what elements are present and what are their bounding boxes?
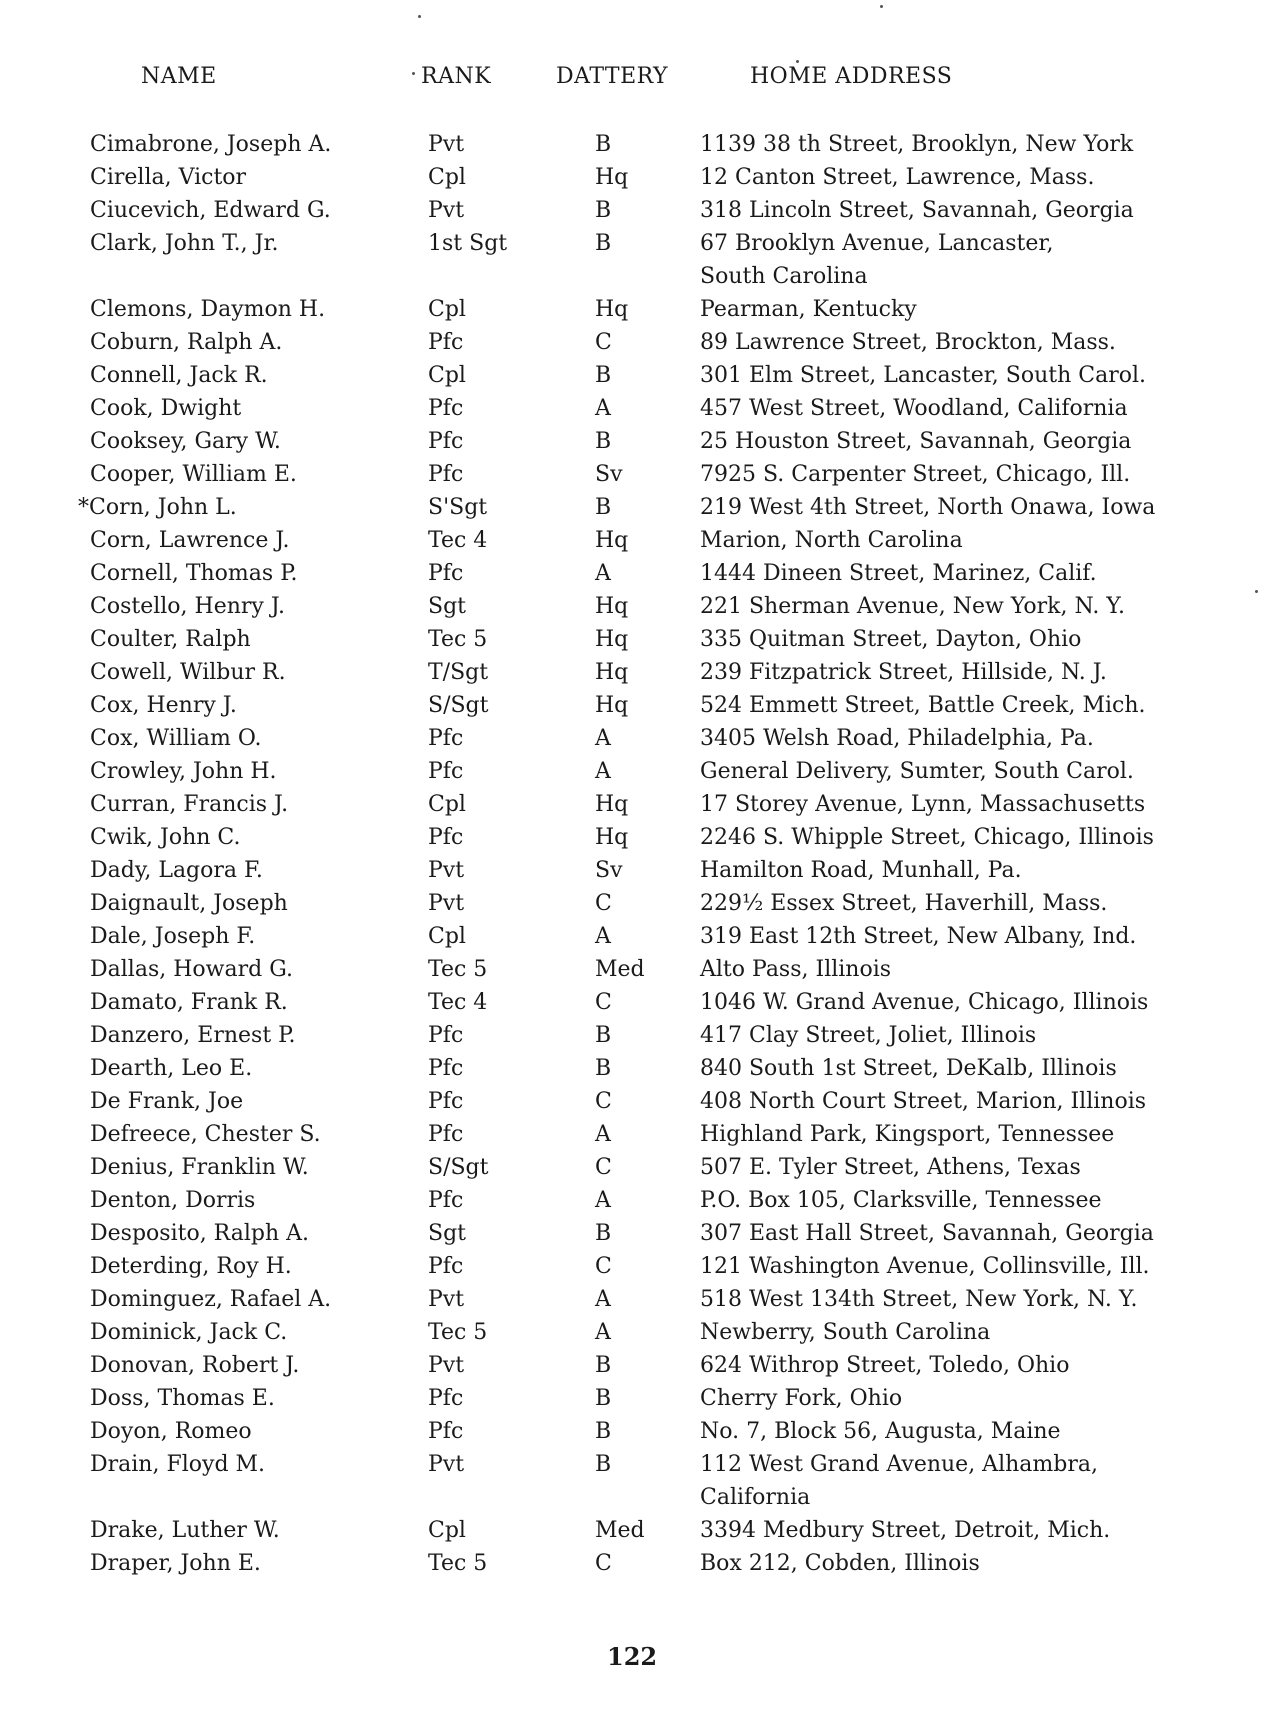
- soldier-battery: B: [595, 198, 612, 223]
- soldier-rank: Pfc: [428, 561, 464, 586]
- soldier-rank: Pfc: [428, 1254, 464, 1279]
- soldier-name: De Frank, Joe: [90, 1089, 244, 1114]
- roster-list: [0, 128, 1281, 1580]
- soldier-battery: Hq: [595, 825, 629, 850]
- soldier-home-address: [700, 1019, 1036, 1052]
- address-line-1: 417 Clay Street, Joliet, Illinois: [700, 1023, 1037, 1048]
- soldier-battery: Hq: [595, 660, 629, 685]
- soldier-name: Coulter, Ralph: [90, 627, 251, 652]
- roster-row: [0, 128, 1281, 161]
- soldier-home-address: [700, 1184, 1102, 1217]
- soldier-battery: C: [595, 1254, 612, 1279]
- soldier-battery: A: [595, 1287, 611, 1312]
- soldier-rank: Pvt: [428, 858, 465, 883]
- soldier-rank: Tec 5: [428, 1320, 488, 1345]
- soldier-home-address: [700, 392, 1128, 425]
- soldier-rank: T/Sgt: [428, 660, 489, 685]
- print-speck: [418, 15, 421, 18]
- soldier-home-address: [700, 1415, 1061, 1448]
- address-line-1: 624 Withrop Street, Toledo, Ohio: [700, 1353, 1070, 1378]
- soldier-rank: Pfc: [428, 726, 464, 751]
- soldier-name: Clark, John T., Jr.: [90, 231, 279, 256]
- soldier-home-address: [700, 656, 1107, 689]
- soldier-battery: C: [595, 1089, 612, 1114]
- address-line-1: Box 212, Cobden, Illinois: [700, 1551, 980, 1576]
- soldier-battery: C: [595, 330, 612, 355]
- soldier-name: Dearth, Leo E.: [90, 1056, 253, 1081]
- soldier-battery: C: [595, 1551, 612, 1576]
- soldier-rank: Tec 5: [428, 1551, 488, 1576]
- soldier-name: Denton, Dorris: [90, 1188, 256, 1213]
- soldier-battery: Hq: [595, 528, 629, 553]
- print-speck: [412, 72, 415, 75]
- roster-row: [0, 1514, 1281, 1547]
- roster-row: [0, 1547, 1281, 1580]
- soldier-battery: B: [595, 1419, 612, 1444]
- soldier-battery: A: [595, 561, 611, 586]
- soldier-home-address: [700, 953, 891, 986]
- address-line-1: General Delivery, Sumter, South Carol.: [700, 759, 1134, 784]
- soldier-battery: B: [595, 429, 612, 454]
- soldier-home-address: [700, 689, 1146, 722]
- soldier-battery: Sv: [595, 858, 623, 883]
- soldier-home-address: [700, 623, 1081, 656]
- soldier-rank: Pfc: [428, 1122, 464, 1147]
- soldier-home-address: [700, 920, 1136, 953]
- address-line-1: 408 North Court Street, Marion, Illinois: [700, 1089, 1147, 1114]
- soldier-name: Danzero, Ernest P.: [90, 1023, 296, 1048]
- soldier-battery: B: [595, 1353, 612, 1378]
- soldier-name: Desposito, Ralph A.: [90, 1221, 310, 1246]
- roster-row: [0, 1415, 1281, 1448]
- roster-row: [0, 755, 1281, 788]
- soldier-name: *Corn, John L.: [78, 495, 237, 520]
- roster-row: [0, 392, 1281, 425]
- soldier-battery: Hq: [595, 297, 629, 322]
- soldier-name: Draper, John E.: [90, 1551, 261, 1576]
- address-line-1: 319 East 12th Street, New Albany, Ind.: [700, 924, 1137, 949]
- address-line-1: 17 Storey Avenue, Lynn, Massachusetts: [700, 792, 1146, 817]
- address-line-1: 239 Fitzpatrick Street, Hillside, N. J.: [700, 660, 1107, 685]
- soldier-battery: B: [595, 231, 612, 256]
- soldier-name: Cowell, Wilbur R.: [90, 660, 286, 685]
- soldier-home-address: [700, 425, 1131, 458]
- soldier-battery: B: [595, 1452, 612, 1477]
- roster-row: [0, 1349, 1281, 1382]
- address-line-1: 3405 Welsh Road, Philadelphia, Pa.: [700, 726, 1094, 751]
- address-line-1: 335 Quitman Street, Dayton, Ohio: [700, 627, 1082, 652]
- soldier-home-address: [700, 1349, 1069, 1382]
- soldier-battery: A: [595, 726, 611, 751]
- print-speck: [880, 5, 883, 8]
- roster-row: [0, 788, 1281, 821]
- soldier-home-address: [700, 821, 1154, 854]
- soldier-rank: S/Sgt: [428, 693, 489, 718]
- address-line-2: South Carolina: [700, 264, 868, 289]
- soldier-name: Connell, Jack R.: [90, 363, 268, 388]
- soldier-home-address: [700, 359, 1146, 392]
- address-line-1: Pearman, Kentucky: [700, 297, 917, 322]
- soldier-battery: Hq: [595, 627, 629, 652]
- soldier-home-address: [700, 1217, 1154, 1250]
- address-line-1: 1139 38 th Street, Brooklyn, New York: [700, 132, 1134, 157]
- soldier-battery: A: [595, 1122, 611, 1147]
- soldier-rank: Pvt: [428, 198, 465, 223]
- soldier-name: Cimabrone, Joseph A.: [90, 132, 332, 157]
- roster-row: [0, 326, 1281, 359]
- soldier-rank: Pfc: [428, 1188, 464, 1213]
- address-line-1: 67 Brooklyn Avenue, Lancaster,: [700, 231, 1054, 256]
- roster-row: [0, 359, 1281, 392]
- roster-row: [0, 722, 1281, 755]
- soldier-battery: Hq: [595, 792, 629, 817]
- soldier-name: Deterding, Roy H.: [90, 1254, 292, 1279]
- soldier-name: Cook, Dwight: [90, 396, 242, 421]
- soldier-rank: Pfc: [428, 825, 464, 850]
- soldier-battery: Hq: [595, 594, 629, 619]
- soldier-name: Clemons, Daymon H.: [90, 297, 326, 322]
- soldier-home-address: [700, 1382, 902, 1415]
- column-headers: [0, 64, 1281, 104]
- soldier-name: Doss, Thomas E.: [90, 1386, 275, 1411]
- soldier-rank: Pfc: [428, 462, 464, 487]
- soldier-rank: Cpl: [428, 363, 466, 388]
- soldier-home-address: [700, 194, 1134, 227]
- soldier-home-address: [700, 293, 917, 326]
- roster-row: [0, 227, 1281, 293]
- soldier-name: Drain, Floyd M.: [90, 1452, 266, 1477]
- roster-row: [0, 1217, 1281, 1250]
- soldier-home-address: [700, 788, 1145, 821]
- soldier-rank: Pvt: [428, 891, 465, 916]
- address-line-1: No. 7, Block 56, Augusta, Maine: [700, 1419, 1061, 1444]
- soldier-name: Curran, Francis J.: [90, 792, 289, 817]
- soldier-rank: Sgt: [428, 1221, 466, 1246]
- roster-row: [0, 293, 1281, 326]
- soldier-rank: Pvt: [428, 1452, 465, 1477]
- roster-row: [0, 1316, 1281, 1349]
- soldier-home-address: [700, 1514, 1110, 1547]
- page-number: 122: [607, 1642, 658, 1671]
- soldier-battery: B: [595, 132, 612, 157]
- soldier-rank: Tec 4: [428, 990, 488, 1015]
- header-battery: DATTERY: [556, 64, 669, 89]
- soldier-home-address: [700, 557, 1097, 590]
- roster-row: [0, 656, 1281, 689]
- soldier-home-address: [700, 722, 1094, 755]
- soldier-home-address: [700, 887, 1107, 920]
- soldier-battery: Med: [595, 1518, 645, 1543]
- soldier-rank: Tec 5: [428, 627, 488, 652]
- soldier-name: Dale, Joseph F.: [90, 924, 256, 949]
- soldier-battery: A: [595, 1320, 611, 1345]
- header-rank: RANK: [421, 64, 492, 89]
- roster-row: [0, 590, 1281, 623]
- soldier-name: Costello, Henry J.: [90, 594, 285, 619]
- soldier-rank: Cpl: [428, 792, 466, 817]
- roster-row: [0, 1085, 1281, 1118]
- soldier-rank: 1st Sgt: [428, 231, 508, 256]
- roster-row: [0, 623, 1281, 656]
- soldier-battery: Med: [595, 957, 645, 982]
- roster-row: [0, 1283, 1281, 1316]
- soldier-battery: C: [595, 990, 612, 1015]
- soldier-name: Cornell, Thomas P.: [90, 561, 298, 586]
- header-name: NAME: [141, 64, 217, 89]
- address-line-1: 318 Lincoln Street, Savannah, Georgia: [700, 198, 1134, 223]
- soldier-rank: Pfc: [428, 1023, 464, 1048]
- roster-row: [0, 689, 1281, 722]
- address-line-1: 12 Canton Street, Lawrence, Mass.: [700, 165, 1095, 190]
- soldier-rank: S'Sgt: [428, 495, 488, 520]
- soldier-name: Dallas, Howard G.: [90, 957, 293, 982]
- roster-row: [0, 491, 1281, 524]
- soldier-rank: Pvt: [428, 132, 465, 157]
- roster-row: [0, 953, 1281, 986]
- address-line-1: Hamilton Road, Munhall, Pa.: [700, 858, 1022, 883]
- soldier-rank: Cpl: [428, 297, 466, 322]
- soldier-rank: Cpl: [428, 1518, 466, 1543]
- roster-row: [0, 1151, 1281, 1184]
- roster-row: [0, 821, 1281, 854]
- soldier-battery: B: [595, 1056, 612, 1081]
- soldier-name: Donovan, Robert J.: [90, 1353, 300, 1378]
- soldier-battery: A: [595, 396, 611, 421]
- soldier-name: Ciucevich, Edward G.: [90, 198, 331, 223]
- soldier-battery: Hq: [595, 165, 629, 190]
- soldier-rank: Pfc: [428, 330, 464, 355]
- roster-row: [0, 194, 1281, 227]
- roster-row: [0, 524, 1281, 557]
- roster-row: [0, 1448, 1281, 1514]
- header-home-address: HOME ADDRESS: [750, 64, 953, 89]
- soldier-home-address: [700, 1448, 1098, 1514]
- soldier-battery: B: [595, 1386, 612, 1411]
- soldier-battery: Hq: [595, 693, 629, 718]
- address-line-1: 524 Emmett Street, Battle Creek, Mich.: [700, 693, 1146, 718]
- address-line-1: Alto Pass, Illinois: [700, 957, 892, 982]
- roster-row: [0, 1250, 1281, 1283]
- roster-row: [0, 1382, 1281, 1415]
- soldier-name: Coburn, Ralph A.: [90, 330, 283, 355]
- soldier-home-address: [700, 1283, 1138, 1316]
- address-line-1: 112 West Grand Avenue, Alhambra,: [700, 1452, 1098, 1477]
- address-line-1: Marion, North Carolina: [700, 528, 963, 553]
- soldier-battery: Sv: [595, 462, 623, 487]
- soldier-battery: A: [595, 759, 611, 784]
- soldier-rank: Pfc: [428, 1386, 464, 1411]
- soldier-name: Defreece, Chester S.: [90, 1122, 321, 1147]
- soldier-rank: Tec 5: [428, 957, 488, 982]
- address-line-1: 7925 S. Carpenter Street, Chicago, Ill.: [700, 462, 1131, 487]
- soldier-home-address: [700, 1316, 990, 1349]
- roster-row: [0, 920, 1281, 953]
- soldier-home-address: [700, 1151, 1081, 1184]
- soldier-home-address: [700, 590, 1125, 623]
- address-line-1: 840 South 1st Street, DeKalb, Illinois: [700, 1056, 1117, 1081]
- soldier-home-address: [700, 458, 1130, 491]
- address-line-1: Newberry, South Carolina: [700, 1320, 991, 1345]
- soldier-name: Doyon, Romeo: [90, 1419, 252, 1444]
- address-line-1: Highland Park, Kingsport, Tennessee: [700, 1122, 1115, 1147]
- soldier-battery: B: [595, 363, 612, 388]
- address-line-1: 229½ Essex Street, Haverhill, Mass.: [700, 891, 1108, 916]
- roster-row: [0, 1019, 1281, 1052]
- roster-row: [0, 161, 1281, 194]
- roster-row: [0, 557, 1281, 590]
- soldier-rank: Pfc: [428, 759, 464, 784]
- soldier-rank: Pvt: [428, 1353, 465, 1378]
- roster-row: [0, 1184, 1281, 1217]
- soldier-home-address: [700, 227, 1053, 293]
- soldier-name: Cooper, William E.: [90, 462, 297, 487]
- soldier-home-address: [700, 1052, 1117, 1085]
- soldier-home-address: [700, 1118, 1114, 1151]
- soldier-name: Denius, Franklin W.: [90, 1155, 309, 1180]
- roster-row: [0, 425, 1281, 458]
- address-line-1: 89 Lawrence Street, Brockton, Mass.: [700, 330, 1116, 355]
- soldier-home-address: [700, 1547, 980, 1580]
- soldier-name: Daignault, Joseph: [90, 891, 288, 916]
- soldier-home-address: [700, 161, 1094, 194]
- soldier-rank: Pfc: [428, 429, 464, 454]
- soldier-rank: Cpl: [428, 924, 466, 949]
- address-line-2: California: [700, 1485, 811, 1510]
- roster-row: [0, 458, 1281, 491]
- soldier-name: Dady, Lagora F.: [90, 858, 263, 883]
- address-line-1: 307 East Hall Street, Savannah, Georgia: [700, 1221, 1154, 1246]
- soldier-name: Cox, William O.: [90, 726, 262, 751]
- soldier-name: Cox, Henry J.: [90, 693, 237, 718]
- soldier-battery: B: [595, 495, 612, 520]
- soldier-rank: S/Sgt: [428, 1155, 489, 1180]
- address-line-1: Cherry Fork, Ohio: [700, 1386, 903, 1411]
- roster-row: [0, 887, 1281, 920]
- soldier-name: Crowley, John H.: [90, 759, 277, 784]
- soldier-name: Cwik, John C.: [90, 825, 241, 850]
- soldier-battery: B: [595, 1023, 612, 1048]
- soldier-name: Dominguez, Rafael A.: [90, 1287, 332, 1312]
- soldier-name: Corn, Lawrence J.: [90, 528, 290, 553]
- roster-row: [0, 986, 1281, 1019]
- soldier-home-address: [700, 326, 1116, 359]
- print-speck: [1255, 590, 1258, 593]
- soldier-rank: Pfc: [428, 1089, 464, 1114]
- soldier-rank: Cpl: [428, 165, 466, 190]
- address-line-1: 25 Houston Street, Savannah, Georgia: [700, 429, 1132, 454]
- address-line-1: 2246 S. Whipple Street, Chicago, Illinois: [700, 825, 1154, 850]
- soldier-home-address: [700, 755, 1134, 788]
- soldier-battery: A: [595, 1188, 611, 1213]
- soldier-name: Cirella, Victor: [90, 165, 247, 190]
- soldier-home-address: [700, 491, 1155, 524]
- address-line-1: 3394 Medbury Street, Detroit, Mich.: [700, 1518, 1111, 1543]
- address-line-1: 1046 W. Grand Avenue, Chicago, Illinois: [700, 990, 1149, 1015]
- soldier-home-address: [700, 524, 963, 557]
- soldier-rank: Pfc: [428, 396, 464, 421]
- address-line-1: 221 Sherman Avenue, New York, N. Y.: [700, 594, 1125, 619]
- soldier-rank: Tec 4: [428, 528, 488, 553]
- address-line-1: 457 West Street, Woodland, California: [700, 396, 1128, 421]
- soldier-rank: Sgt: [428, 594, 466, 619]
- soldier-name: Damato, Frank R.: [90, 990, 288, 1015]
- address-line-1: 301 Elm Street, Lancaster, South Carol.: [700, 363, 1147, 388]
- soldier-rank: Pvt: [428, 1287, 465, 1312]
- soldier-battery: A: [595, 924, 611, 949]
- roster-row: [0, 1052, 1281, 1085]
- soldier-home-address: [700, 986, 1148, 1019]
- soldier-rank: Pfc: [428, 1419, 464, 1444]
- soldier-name: Cooksey, Gary W.: [90, 429, 281, 454]
- address-line-1: 1444 Dineen Street, Marinez, Calif.: [700, 561, 1097, 586]
- soldier-home-address: [700, 128, 1133, 161]
- soldier-battery: C: [595, 1155, 612, 1180]
- address-line-1: 518 West 134th Street, New York, N. Y.: [700, 1287, 1138, 1312]
- soldier-battery: B: [595, 1221, 612, 1246]
- address-line-1: 507 E. Tyler Street, Athens, Texas: [700, 1155, 1081, 1180]
- soldier-name: Drake, Luther W.: [90, 1518, 280, 1543]
- soldier-home-address: [700, 854, 1022, 887]
- soldier-home-address: [700, 1085, 1146, 1118]
- soldier-rank: Pfc: [428, 1056, 464, 1081]
- roster-row: [0, 1118, 1281, 1151]
- soldier-battery: C: [595, 891, 612, 916]
- address-line-1: 121 Washington Avenue, Collinsville, Ill.: [700, 1254, 1150, 1279]
- soldier-name: Dominick, Jack C.: [90, 1320, 288, 1345]
- print-speck: [796, 60, 799, 63]
- soldier-home-address: [700, 1250, 1150, 1283]
- roster-row: [0, 854, 1281, 887]
- address-line-1: P.O. Box 105, Clarksville, Tennessee: [700, 1188, 1102, 1213]
- address-line-1: 219 West 4th Street, North Onawa, Iowa: [700, 495, 1156, 520]
